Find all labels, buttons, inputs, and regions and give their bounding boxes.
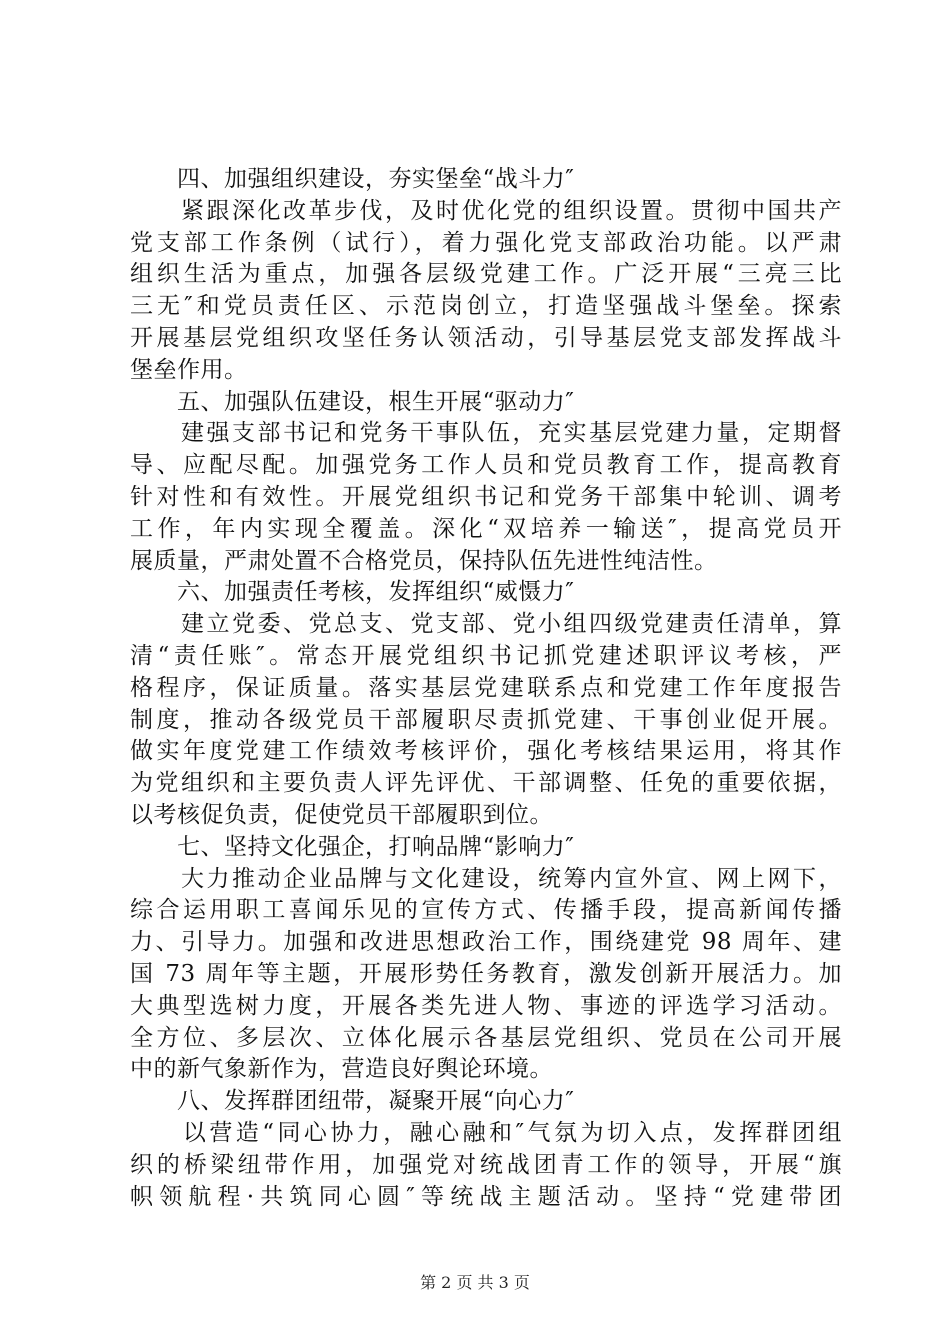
paragraph-line: 建立党委、党总支、党支部、党小组四级党建责任清单，算 bbox=[130, 611, 842, 638]
paragraph-line: 党支部工作条例（试行），着力强化党支部政治功能。以严肃 bbox=[130, 229, 842, 256]
paragraph-line: 清“责任账″。常态开展党组织书记抓党建述职评议考核，严 bbox=[130, 642, 842, 669]
paragraph-line: 紧跟深化改革步伐，及时优化党的组织设置。贯彻中国共产 bbox=[130, 197, 842, 224]
paragraph-line: 开展基层党组织攻坚任务认领活动，引导基层党支部发挥战斗 bbox=[130, 324, 842, 351]
section-heading: 八、发挥群团纽带，凝聚开展“向心力″ bbox=[130, 1088, 575, 1115]
paragraph-line: 做实年度党建工作绩效考核评价，强化考核结果运用，将其作 bbox=[130, 738, 842, 765]
paragraph-line: 力、引导力。加强和改进思想政治工作，围绕建党 98 周年、建 bbox=[130, 929, 842, 956]
document-body bbox=[130, 164, 842, 1213]
paragraph-line: 堡垒作用。 bbox=[130, 356, 248, 383]
paragraph-line: 工作，年内实现全覆盖。深化“双培养一输送″，提高党员开 bbox=[130, 515, 842, 542]
section-heading: 七、坚持文化强企，打响品牌“影响力″ bbox=[130, 833, 575, 860]
paragraph-line: 国 73 周年等主题，开展形势任务教育，激发创新开展活力。加 bbox=[130, 960, 842, 987]
page-footer: 第 2 页 共 3 页 bbox=[420, 1273, 530, 1292]
paragraph-line: 综合运用职工喜闻乐见的宣传方式、传播手段，提高新闻传播 bbox=[130, 897, 842, 924]
paragraph-line: 大力推动企业品牌与文化建设，统筹内宣外宣、网上网下， bbox=[130, 865, 842, 892]
paragraph-line: 大典型选树力度，开展各类先进人物、事迹的评选学习活动。 bbox=[130, 992, 842, 1019]
paragraph-line: 以考核促负责，促使党员干部履职到位。 bbox=[130, 801, 553, 828]
paragraph-line: 三无″和党员责任区、示范岗创立，打造坚强战斗堡垒。探索 bbox=[130, 293, 842, 320]
paragraph-line: 织的桥梁纽带作用，加强党对统战团青工作的领导，开展“旗 bbox=[130, 1151, 842, 1178]
paragraph-line: 帜领航程·共筑同心圆″等统战主题活动。坚持“党建带团 bbox=[130, 1183, 842, 1210]
paragraph-line: 建强支部书记和党务干事队伍，充实基层党建力量，定期督 bbox=[130, 420, 842, 447]
paragraph-line: 格程序，保证质量。落实基层党建联系点和党建工作年度报告 bbox=[130, 674, 842, 701]
paragraph-line: 全方位、多层次、立体化展示各基层党组织、党员在公司开展 bbox=[130, 1024, 842, 1051]
section-heading: 五、加强队伍建设，根生开展“驱动力″ bbox=[130, 388, 575, 415]
paragraph-line: 为党组织和主要负责人评先评优、干部调整、任免的重要依据， bbox=[130, 770, 842, 797]
paragraph-line: 以营造“同心协力，融心融和″气氛为切入点，发挥群团组 bbox=[130, 1119, 842, 1146]
section-heading: 六、加强责任考核，发挥组织“威慑力″ bbox=[130, 579, 575, 606]
section-heading: 四、加强组织建设，夯实堡垒“战斗力″ bbox=[130, 166, 575, 192]
paragraph-line: 展质量，严肃处置不合格党员，保持队伍先进性纯洁性。 bbox=[130, 547, 718, 574]
paragraph-line: 组织生活为重点，加强各层级党建工作。广泛开展“三亮三比 bbox=[130, 261, 842, 288]
paragraph-line: 制度，推动各级党员干部履职尽责抓党建、干事创业促开展。 bbox=[130, 706, 842, 733]
paragraph-line: 针对性和有效性。开展党组织书记和党务干部集中轮训、调考 bbox=[130, 483, 842, 510]
paragraph-line: 导、应配尽配。加强党务工作人员和党员教育工作，提高教育 bbox=[130, 452, 842, 479]
paragraph-line: 中的新气象新作为，营造良好舆论环境。 bbox=[130, 1056, 553, 1083]
